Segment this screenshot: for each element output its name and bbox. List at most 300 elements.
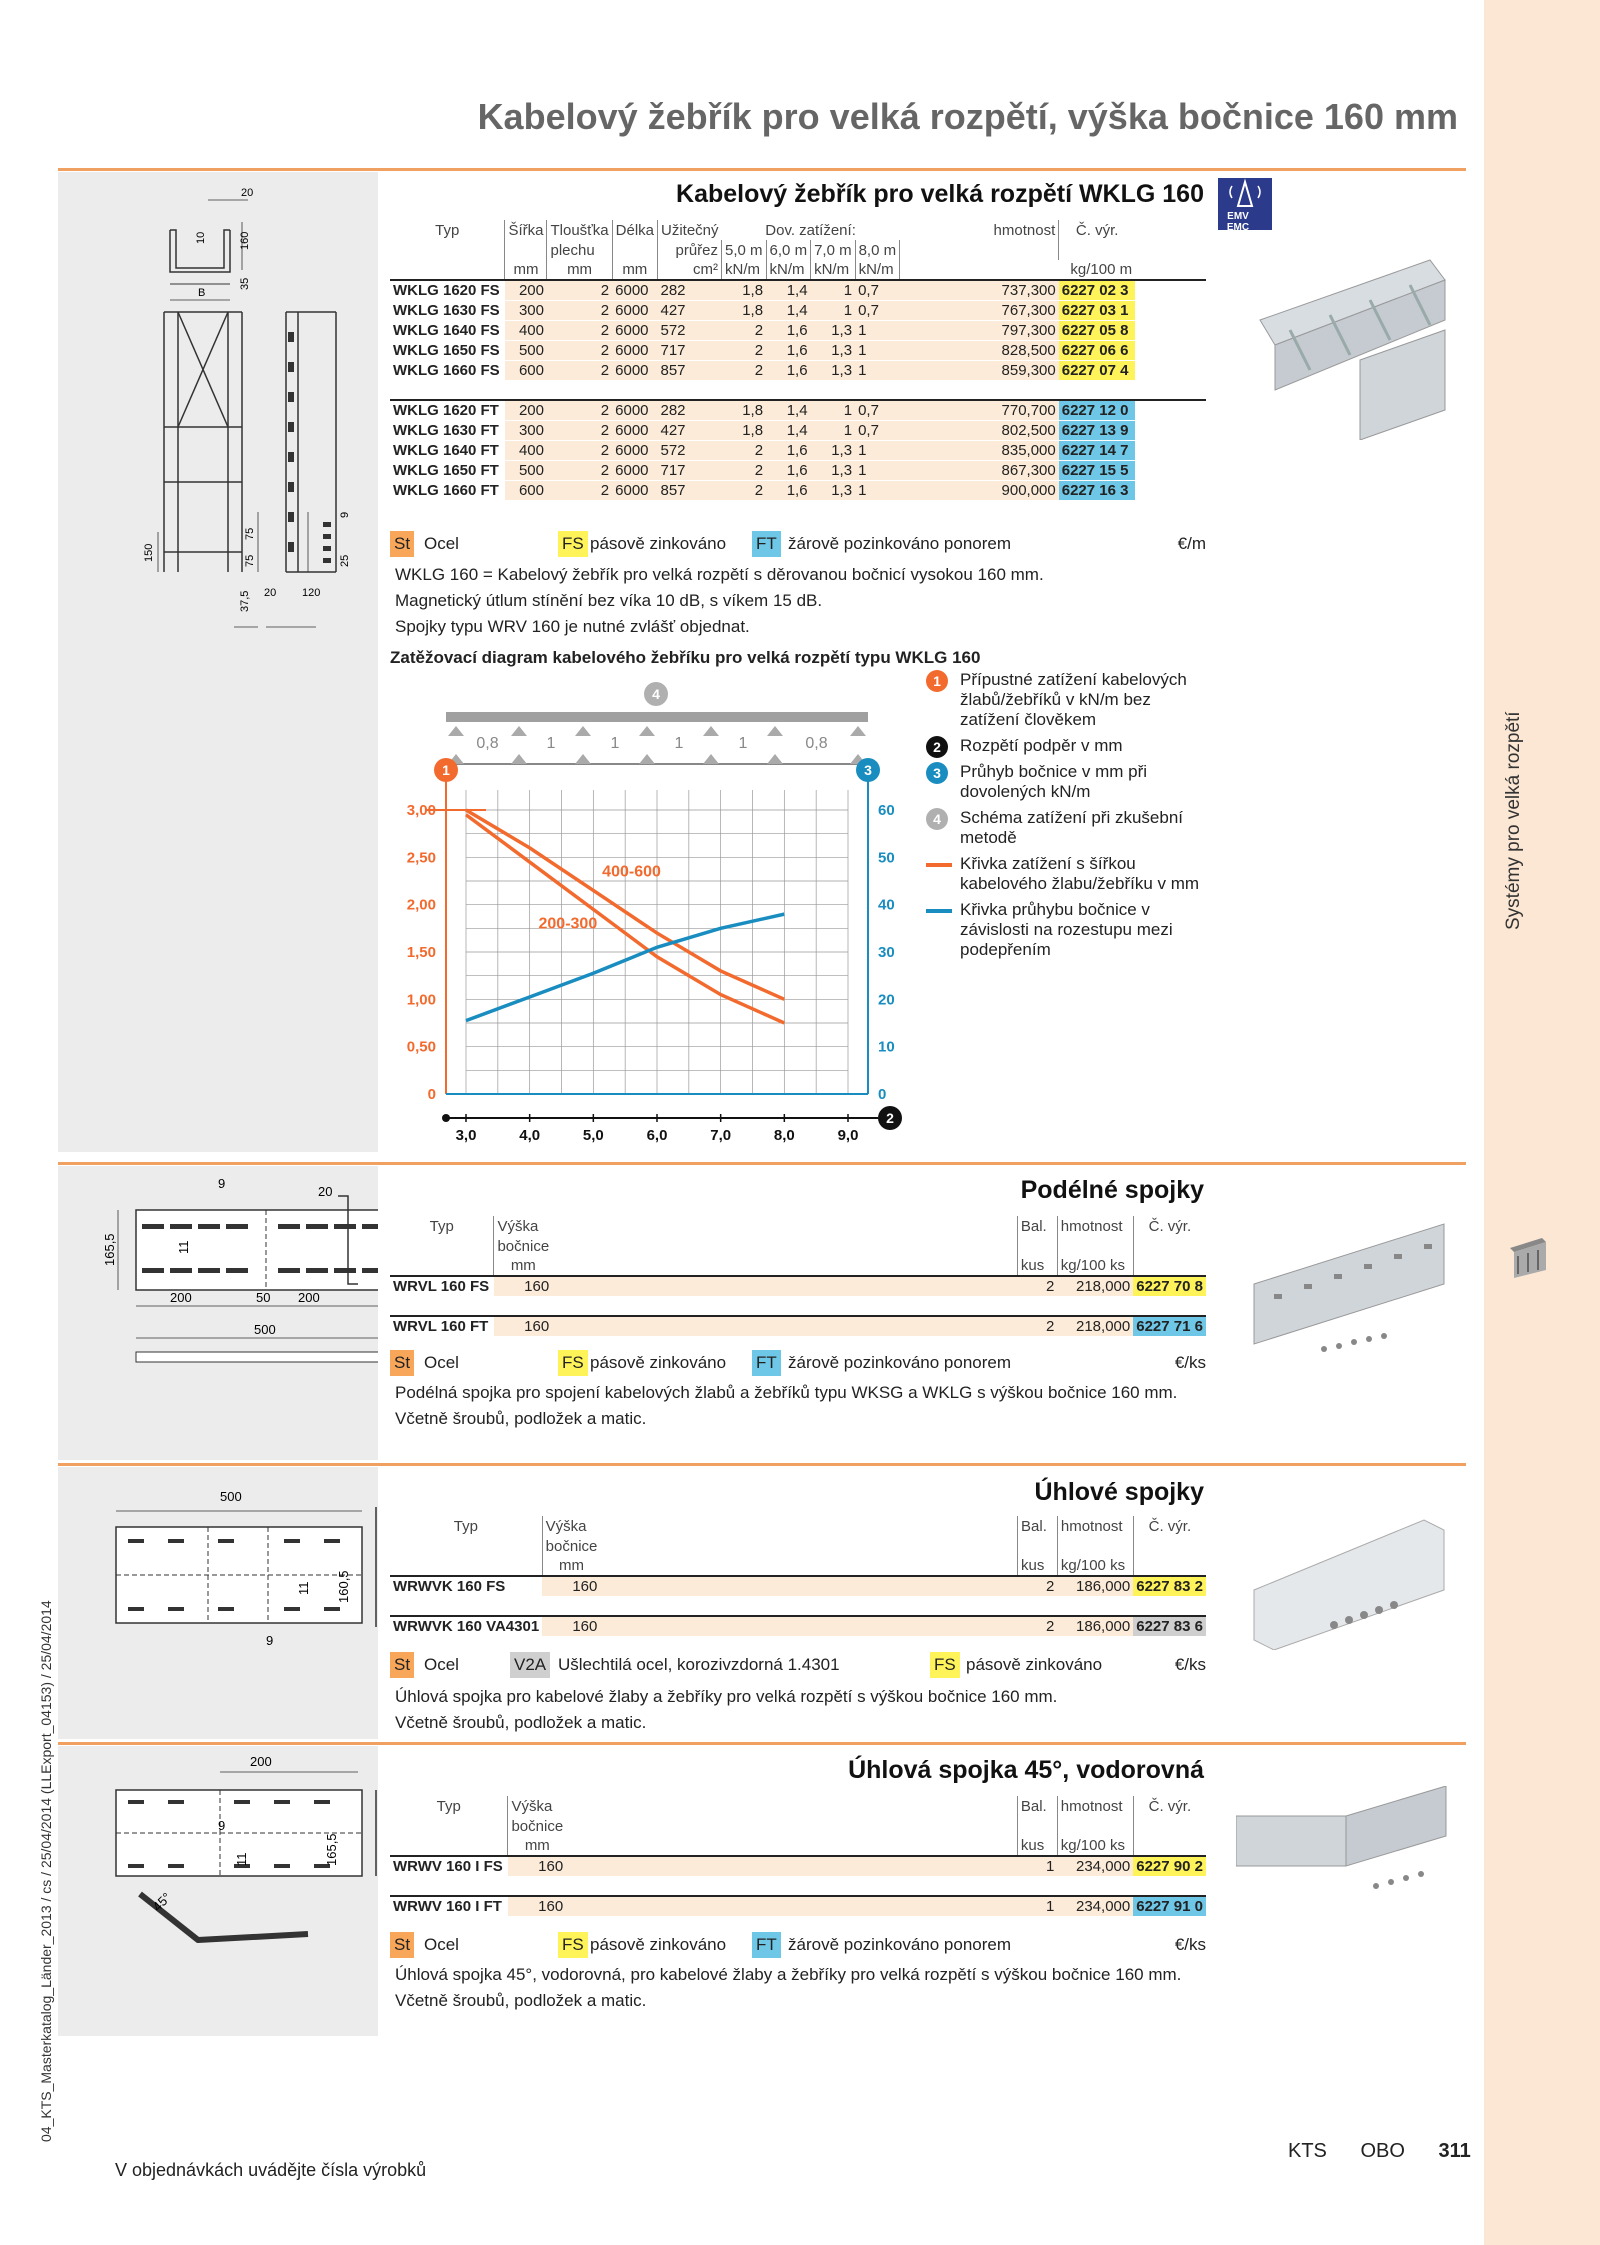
cell-hm: 835,000	[900, 440, 1059, 460]
tag-fs-text: pásově zinkováno	[590, 1935, 727, 1954]
dim-label: 11	[234, 1852, 249, 1866]
unit: mm	[547, 260, 612, 280]
dim-label: 200	[298, 1290, 320, 1305]
desc-line: Úhlová spojka pro kabelové žlaby a žebříky pro velká rozpětí s výškou bočnice 160 mm.	[395, 1687, 1058, 1706]
tag-ft-text: žárově pozinkováno ponorem	[788, 534, 1012, 553]
cell-sirka: 200	[505, 280, 547, 300]
support-triangle	[575, 726, 591, 736]
wrwv-description	[395, 1964, 1215, 2012]
cell-typ: WRWVK 160 VA4301	[390, 1616, 542, 1636]
col-sirka: Šířka	[505, 220, 547, 240]
footer-brand-kts: KTS	[1288, 2140, 1327, 2162]
dim-label: 200	[250, 1754, 272, 1769]
cell-hmotnost: 218,000	[1057, 1276, 1133, 1296]
col-l5: 5,0 m	[722, 240, 767, 260]
support-triangle	[639, 754, 655, 764]
y-right-tick: 40	[878, 896, 895, 914]
cell-z8: 1	[855, 340, 900, 360]
table-row	[390, 280, 1206, 300]
col-vyska: Výška	[542, 1516, 600, 1536]
table-row	[390, 460, 1206, 480]
cell-z7: 1,3	[811, 480, 856, 500]
col-vyska: Výška	[508, 1796, 566, 1816]
cell-hmotnost: 234,000	[1057, 1856, 1133, 1876]
col-vyska-2: bočnice	[508, 1816, 566, 1836]
cell-typ: WKLG 1640 FT	[390, 440, 505, 460]
tag-fs: FS	[558, 1350, 588, 1376]
tag-v2a-text: Ušlechtilá ocel, korozivzdorná 1.4301	[558, 1655, 840, 1674]
tag-fs-text: pásově zinkováno	[590, 534, 727, 553]
y-right-tick: 0	[878, 1086, 887, 1103]
cell-cislo: 6227 03 1	[1059, 300, 1135, 320]
tag-ft-text: žárově pozinkováno ponorem	[788, 1353, 1012, 1372]
cell-cislo: 6227 13 9	[1059, 420, 1135, 440]
wrwvk-technical-drawing	[58, 1467, 378, 1739]
wrwv-product-photo	[1236, 1786, 1456, 1916]
cell-z7: 1,3	[811, 460, 856, 480]
cell-prurez: 427	[658, 300, 722, 320]
cell-z8: 1	[855, 480, 900, 500]
sidebar-band	[1484, 0, 1600, 2245]
cell-sirka: 600	[505, 480, 547, 500]
cell-sirka: 600	[505, 360, 547, 380]
unit: kN/m	[722, 260, 767, 280]
cell-delka: 6000	[612, 420, 657, 440]
tag-st-text: Ocel	[424, 1655, 459, 1674]
unit: kg/100 ks	[1057, 1256, 1133, 1276]
emv-label: EMV EMC	[1226, 211, 1250, 233]
col-l6: 6,0 m	[766, 240, 811, 260]
col-prurez: Užitečný	[658, 220, 722, 240]
dim-label: 165,5	[102, 1233, 117, 1266]
cell-tl: 2	[547, 480, 612, 500]
section-divider	[58, 1463, 1466, 1466]
emv-emc-badge	[1218, 178, 1272, 233]
cell-delka: 6000	[612, 340, 657, 360]
col-vyska-2: bočnice	[494, 1236, 552, 1256]
cell-prurez: 717	[658, 460, 722, 480]
desc-line: Včetně šroubů, podložek a matic.	[395, 1409, 647, 1428]
legend-badge: 1	[926, 670, 948, 692]
cell-z7: 1,3	[811, 320, 856, 340]
col-cvyr: Č. výr.	[1133, 1516, 1206, 1536]
col-hmotnost: hmotnost	[1057, 1796, 1133, 1816]
y-left-tick: 0	[427, 1086, 436, 1103]
unit: kg/100 ks	[1057, 1556, 1133, 1576]
col-vyska-2: bočnice	[542, 1536, 600, 1556]
cell-z7: 1,3	[811, 360, 856, 380]
y-right-tick: 10	[878, 1038, 895, 1056]
cell-typ: WKLG 1630 FT	[390, 420, 505, 440]
cell-hm: 737,300	[900, 280, 1059, 300]
support-triangle	[767, 726, 783, 736]
load-scheme-label: 1	[738, 735, 748, 752]
desc-line: WKLG 160 = Kabelový žebřík pro velká rozpětí s děrovanou bočnicí vysokou 160 mm.	[395, 565, 1044, 584]
cell-z7: 1,3	[811, 440, 856, 460]
cell-prurez: 857	[658, 480, 722, 500]
cell-z5: 2	[722, 360, 767, 380]
dim-label: 20	[241, 187, 254, 199]
cell-vyska: 160	[494, 1316, 552, 1336]
legend-text: Průhyb bočnice v mm při dovolených kN/m	[960, 762, 1148, 801]
unit: mm	[612, 260, 657, 280]
chart-legend-item	[922, 854, 1212, 894]
wklg-product-photo	[1250, 240, 1450, 440]
unit: kN/m	[811, 260, 856, 280]
wrvl-description	[395, 1382, 1215, 1430]
cell-typ: WRVL 160 FS	[390, 1276, 494, 1296]
support-triangle	[703, 754, 719, 764]
load-scheme-label: 1	[546, 735, 556, 752]
price-unit: €/ks	[1174, 1353, 1206, 1372]
cell-z6: 1,6	[766, 340, 811, 360]
col-dov-zatizeni: Dov. zatížení:	[765, 221, 856, 239]
tag-st: St	[390, 1932, 414, 1958]
cell-vyska: 160	[508, 1896, 566, 1916]
x-tick-label: 9,0	[837, 1127, 859, 1144]
table-row	[390, 400, 1206, 420]
cell-z8: 0,7	[855, 300, 900, 320]
cell-typ: WKLG 1640 FS	[390, 320, 505, 340]
tag-st: St	[390, 531, 414, 557]
tag-ft: FT	[752, 1932, 781, 1958]
cell-delka: 6000	[612, 300, 657, 320]
wrwv-table	[390, 1796, 1206, 1917]
cell-tl: 2	[547, 360, 612, 380]
dim-label: 35	[239, 277, 251, 290]
load-scheme-label: 1	[610, 735, 620, 752]
table-row	[390, 1896, 1206, 1916]
y-left-tick: 0,50	[406, 1038, 436, 1056]
cell-tl: 2	[547, 400, 612, 420]
cell-typ: WRVL 160 FT	[390, 1316, 494, 1336]
cell-cislo: 6227 15 5	[1059, 460, 1135, 480]
cell-bal: 1	[1017, 1856, 1057, 1876]
material-legend	[390, 1932, 1206, 1958]
cell-tl: 2	[547, 320, 612, 340]
unit: kus	[1017, 1256, 1057, 1276]
cell-hm: 867,300	[900, 460, 1059, 480]
material-legend	[390, 1350, 1206, 1376]
x-tick-label: 8,0	[773, 1127, 795, 1144]
wrvl-drawing	[58, 1166, 378, 1460]
cell-hmotnost: 234,000	[1057, 1896, 1133, 1916]
footer-brand	[1288, 2140, 1471, 2163]
cell-tl: 2	[547, 280, 612, 300]
cell-delka: 6000	[612, 280, 657, 300]
cell-z5: 2	[722, 320, 767, 340]
cell-hm: 802,500	[900, 420, 1059, 440]
col-l7: 7,0 m	[811, 240, 856, 260]
cell-typ: WRWV 160 I FT	[390, 1896, 508, 1916]
cell-cislo: 6227 83 2	[1133, 1576, 1206, 1596]
chart-legend-item	[922, 900, 1212, 960]
dim-label: 150	[143, 543, 155, 562]
cell-cislo: 6227 91 0	[1133, 1896, 1206, 1916]
support-triangle	[639, 726, 655, 736]
col-typ: Typ	[435, 221, 460, 239]
table-row	[390, 1276, 1206, 1296]
cell-z5: 2	[722, 480, 767, 500]
wrwvk-description	[395, 1684, 1215, 1736]
legend-text: Přípustné zatížení kabelových žlabů/žebříků v kN/m bez zatížení člověkem	[960, 670, 1187, 729]
cell-hmotnost: 218,000	[1057, 1316, 1133, 1336]
series-label: 200-300	[538, 915, 598, 933]
footer-brand-obo: OBO	[1360, 2140, 1405, 2162]
unit: cm²	[658, 260, 722, 280]
col-l8: 8,0 m	[855, 240, 900, 260]
price-unit: €/m	[1177, 534, 1206, 553]
dim-label: 75	[244, 527, 256, 540]
badge-2: 2	[886, 1110, 894, 1126]
cell-z8: 1	[855, 320, 900, 340]
col-hmotnost: hmotnost	[1057, 1516, 1133, 1536]
cell-z7: 1	[811, 300, 856, 320]
unit: kN/m	[855, 260, 900, 280]
cell-hm: 797,300	[900, 320, 1059, 340]
cell-typ: WKLG 1650 FT	[390, 460, 505, 480]
col-bal: Bal.	[1018, 1516, 1058, 1536]
support-triangle	[511, 726, 527, 736]
unit: kg/100 ks	[1057, 1836, 1133, 1856]
cell-delka: 6000	[612, 360, 657, 380]
cell-z7: 1	[811, 420, 856, 440]
dim-label: 20	[318, 1184, 333, 1199]
table-row	[390, 1576, 1206, 1596]
material-legend	[390, 531, 1206, 557]
cell-z8: 1	[855, 360, 900, 380]
legend-badge: 3	[926, 762, 948, 784]
unit: kus	[1017, 1836, 1057, 1856]
cell-z6: 1,4	[766, 420, 811, 440]
cell-vyska: 160	[494, 1276, 552, 1296]
wrwvk-table	[390, 1516, 1206, 1637]
cell-z5: 1,8	[722, 280, 767, 300]
tag-st-text: Ocel	[424, 1935, 459, 1954]
table-row	[390, 1616, 1206, 1636]
dim-label: 75	[244, 554, 256, 567]
table-row	[390, 480, 1206, 500]
cell-prurez: 717	[658, 340, 722, 360]
col-tloustka-2: plechu	[547, 240, 612, 260]
dim-label: 120	[302, 587, 321, 599]
desc-line: Spojky typu WRV 160 je nutné zvlášť objednat.	[395, 617, 750, 636]
desc-line: Podélná spojka pro spojení kabelových žlabů a žebříků typu WKSG a WKLG s výškou bočnice 160 mm.	[395, 1383, 1178, 1402]
section-divider	[58, 1742, 1466, 1745]
section-divider	[58, 168, 1466, 171]
desc-line: Magnetický útlum stínění bez víka 10 dB, s víkem 15 dB.	[395, 591, 823, 610]
y-right-tick: 60	[878, 802, 895, 819]
cell-sirka: 300	[505, 300, 547, 320]
chart-legend-item	[922, 762, 1212, 802]
tag-v2a: V2A	[510, 1652, 550, 1678]
col-typ: Typ	[429, 1217, 454, 1235]
tag-st-text: Ocel	[424, 534, 459, 553]
load-scheme-label: 1	[674, 735, 684, 752]
cell-z7: 1,3	[811, 340, 856, 360]
cell-typ: WKLG 1660 FS	[390, 360, 505, 380]
cell-cislo: 6227 70 8	[1133, 1276, 1206, 1296]
cell-sirka: 400	[505, 440, 547, 460]
dim-label: 165,5	[324, 1833, 339, 1866]
wklg-drawing	[58, 172, 378, 1152]
chart-legend-item	[922, 808, 1212, 848]
dim-label: 11	[296, 1581, 311, 1595]
tag-fs-text: pásově zinkováno	[590, 1353, 727, 1372]
unit: kg/100 m	[900, 260, 1136, 280]
legend-badge: 4	[926, 808, 948, 830]
col-typ: Typ	[453, 1517, 478, 1535]
cell-z6: 1,4	[766, 300, 811, 320]
chart-title: Zatěžovací diagram kabelového žebříku pro velká rozpětí typu WKLG 160	[390, 648, 981, 667]
legend-badge: 2	[926, 736, 948, 758]
cell-sirka: 300	[505, 420, 547, 440]
cell-vyska: 160	[542, 1576, 600, 1596]
cell-cislo: 6227 02 3	[1059, 280, 1135, 300]
load-scheme-label: 0,8	[805, 735, 828, 752]
wrwvk-drawing	[58, 1467, 378, 1739]
col-cvyr: Č. výr.	[1133, 1216, 1206, 1236]
cell-z6: 1,6	[766, 460, 811, 480]
unit: mm	[508, 1836, 566, 1856]
support-triangle	[448, 726, 464, 736]
badge-3: 3	[864, 762, 872, 778]
cell-sirka: 200	[505, 400, 547, 420]
cell-delka: 6000	[612, 460, 657, 480]
section-title: Úhlové spojky	[1034, 1478, 1204, 1506]
cell-hm: 828,500	[900, 340, 1059, 360]
dim-label: 160	[239, 231, 251, 250]
cell-z8: 0,7	[855, 420, 900, 440]
wrvl-product-photo	[1244, 1214, 1454, 1364]
col-hmotnost: hmotnost	[993, 221, 1056, 239]
dim-label: B	[198, 287, 206, 299]
cell-z8: 0,7	[855, 400, 900, 420]
print-note: 04_KTS_Masterkatalog_Länder_2013 / cs / 25/04/2014 (LLExport_04153) / 25/04/2014	[38, 1600, 54, 2142]
cell-typ: WRWV 160 I FS	[390, 1856, 508, 1876]
cell-cislo: 6227 12 0	[1059, 400, 1135, 420]
sidebar-label: Systémy pro velká rozpětí	[1503, 711, 1524, 930]
cell-z5: 1,8	[722, 300, 767, 320]
cell-cislo: 6227 90 2	[1133, 1856, 1206, 1876]
cell-bal: 2	[1018, 1576, 1058, 1596]
col-hmotnost: hmotnost	[1057, 1216, 1133, 1236]
material-legend	[390, 1652, 1206, 1678]
col-cvyr: Č. výr.	[1133, 1796, 1206, 1816]
cell-typ: WKLG 1620 FS	[390, 280, 505, 300]
cell-tl: 2	[547, 460, 612, 480]
cell-prurez: 572	[658, 320, 722, 340]
wrwvk-product-photo	[1244, 1500, 1454, 1650]
cell-typ: WKLG 1660 FT	[390, 480, 505, 500]
cell-prurez: 572	[658, 440, 722, 460]
cell-z5: 1,8	[722, 420, 767, 440]
cell-vyska: 160	[508, 1856, 566, 1876]
tag-fs-text: pásově zinkováno	[966, 1655, 1103, 1674]
col-prurez-2: průřez	[658, 240, 722, 260]
page-title: Kabelový žebřík pro velká rozpětí, výška bočnice 160 mm	[477, 96, 1458, 137]
cell-cislo: 6227 07 4	[1059, 360, 1135, 380]
y-left-tick: 1,50	[406, 944, 436, 961]
support-triangle	[850, 726, 866, 736]
chart-legend-item	[922, 670, 1212, 730]
support-triangle	[703, 726, 719, 736]
cell-prurez: 427	[658, 420, 722, 440]
page-number: 311	[1438, 2140, 1471, 2162]
section-title: Úhlová spojka 45°, vodorovná	[848, 1756, 1204, 1784]
cell-delka: 6000	[612, 400, 657, 420]
desc-line: Včetně šroubů, podložek a matic.	[395, 1713, 647, 1732]
unit: mm	[542, 1556, 600, 1576]
x-tick-label: 3,0	[455, 1127, 477, 1144]
table-row	[390, 1856, 1206, 1876]
legend-text: Schéma zatížení při zkušební metodě	[960, 808, 1184, 847]
legend-line-swatch	[926, 909, 952, 913]
x-tick-label: 4,0	[519, 1127, 541, 1144]
cell-bal: 2	[1017, 1316, 1057, 1336]
col-cvyr: Č. výr.	[1059, 220, 1135, 240]
cell-prurez: 282	[658, 400, 722, 420]
badge-4: 4	[652, 686, 660, 702]
table-row	[390, 1316, 1206, 1336]
legend-line-swatch	[926, 863, 952, 867]
cell-z6: 1,6	[766, 440, 811, 460]
cell-z6: 1,6	[766, 480, 811, 500]
x-tick-label: 6,0	[646, 1127, 668, 1144]
dim-label: 500	[220, 1489, 242, 1504]
dim-label: 160,5	[336, 1570, 351, 1603]
tag-ft: FT	[752, 531, 781, 557]
cell-z8: 1	[855, 440, 900, 460]
table-row	[390, 440, 1206, 460]
cell-delka: 6000	[612, 440, 657, 460]
cell-tl: 2	[547, 440, 612, 460]
legend-text: Křivka zatížení s šířkou kabelového žlabu/žebříku v mm	[960, 854, 1200, 893]
col-bal: Bal.	[1017, 1796, 1057, 1816]
y-left-tick: 1,00	[406, 991, 436, 1009]
cell-z5: 2	[722, 440, 767, 460]
badge-1: 1	[442, 762, 450, 778]
dim-label: 9	[266, 1633, 274, 1648]
footer-note: V objednávkách uvádějte čísla výrobků	[115, 2160, 427, 2180]
dim-label: 20	[264, 587, 277, 599]
cell-z6: 1,4	[766, 400, 811, 420]
table-row	[390, 300, 1206, 320]
support-triangle	[767, 754, 783, 764]
dim-label: 9	[218, 1176, 226, 1191]
legend-text: Křivka průhybu bočnice v závislosti na rozestupu mezi podepřením	[960, 900, 1173, 959]
section-divider	[58, 1162, 1466, 1165]
ladder-icon	[1508, 1230, 1548, 1280]
col-delka: Délka	[612, 220, 657, 240]
tag-st: St	[390, 1350, 414, 1376]
x-axis-origin	[442, 1114, 450, 1122]
unit: kN/m	[766, 260, 811, 280]
chart-legend-item	[922, 736, 1212, 756]
cell-sirka: 500	[505, 340, 547, 360]
cell-z6: 1,6	[766, 320, 811, 340]
cell-hm: 770,700	[900, 400, 1059, 420]
y-left-tick: 2,50	[406, 849, 436, 867]
dim-label: 45°	[149, 1889, 175, 1915]
wklg-description	[395, 562, 1215, 640]
cell-bal: 1	[1017, 1896, 1057, 1916]
cell-z6: 1,4	[766, 280, 811, 300]
wklg-table	[390, 220, 1206, 501]
y-right-tick: 30	[878, 944, 895, 961]
cell-cislo: 6227 05 8	[1059, 320, 1135, 340]
section-title: Kabelový žebřík pro velká rozpětí WKLG 160	[676, 180, 1204, 208]
